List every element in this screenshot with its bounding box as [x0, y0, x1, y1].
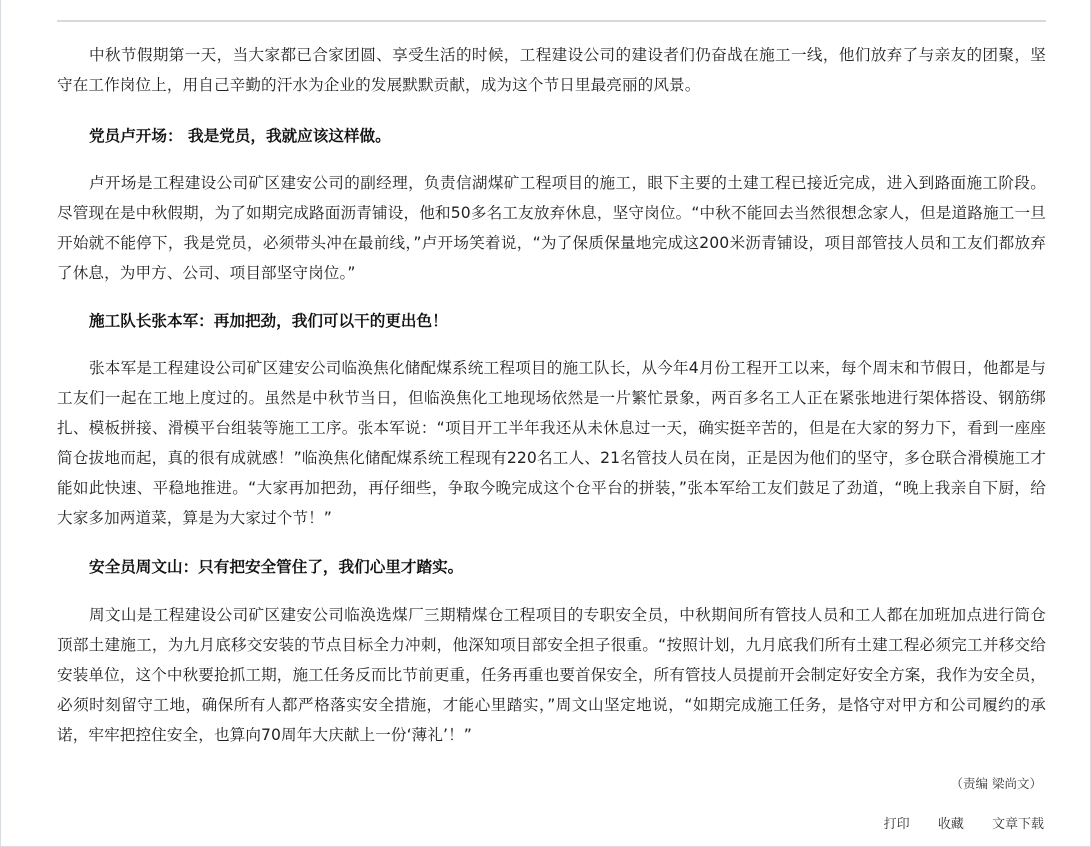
editor-credit: （责编 梁尚文）	[950, 776, 1042, 791]
top-divider	[57, 20, 1046, 22]
subheading-lu-kaichang: 党员卢开场： 我是党员，我就应该这样做。	[89, 127, 391, 145]
paragraph-lu-kaichang: 卢开场是工程建设公司矿区建安公司的副经理，负责信湖煤矿工程项目的施工，眼下主要的土建工程已接近完成，进入到路面施工阶段。尽管现在是中秋假期，为了如期完成路面沥青铺设，他和50多名工友放弃休息，坚守岗位。“中秋不能回去当然很想念家人，但是道路施工一旦开始就不能停下，我是党员，必须带头冲在最前线，”卢开场笑着说，“为了保质保量地完成这200米沥青铺设，项目部管技人员和工友们都放弃了休息，为甲方、公司、项目部坚守岗位。”	[57, 174, 1046, 282]
paragraph-zhou-wenshan: 周文山是工程建设公司矿区建安公司临涣选煤厂三期精煤仓工程项目的专职安全员，中秋期间所有管技人员和工人都在加班加点进行筒仓顶部土建施工，为九月底移交安装的节点目标全力冲刺，他深知项目部安全担子很重。“按照计划，九月底我们所有土建工程必须完工并移交给安装单位，这个中秋要抢抓工期，施工任务反而比节前更重，任务再重也要首保安全，所有管技人员提前开会制定好安全方案，我作为安全员，必须时刻留守工地，确保所有人都严格落实安全措施，才能心里踏实，”周文山坚定地说，“如期完成施工任务，是恪守对甲方和公司履约的承诺，牢牢把控住安全，也算向70周年大庆献上一份‘薄礼’！”	[57, 606, 1046, 744]
download-link[interactable]: 文章下载	[991, 817, 1044, 832]
paragraph-zhang-benjun: 张本军是工程建设公司矿区建安公司临涣焦化储配煤系统工程项目的施工队长，从今年4月份工程开工以来，每个周末和节假日，他都是与工友们一起在工地上度过的。虽然是中秋节当日，但临涣焦化工地现场依然是一片繁忙景象，两百多名工人正在紧张地进行架体搭设、钢筋绑扎、模板拼接、滑模平台组装等施工工序。张本军说：“项目开工半年我还从未休息过一天，确实挺辛苦的，但是在大家的努力下，看到一座座简仓拔地而起，真的很有成就感！”临涣焦化储配煤系统工程现有220名工人、21名管技人员在岗，正是因为他们的坚守，多仓联合滑模施工才能如此快速、平稳地推进。“大家再加把劲，再仔细些，争取今晚完成这个仓平台的拼装，”张本军给工友们鼓足了劲道，“晚上我亲自下厨，给大家多加两道菜，算是为大家过个节！”	[57, 359, 1046, 527]
paragraph-intro: 中秋节假期第一天，当大家都已合家团圆、享受生活的时候，工程建设公司的建设者们仍奋战在施工一线，他们放弃了与亲友的团聚，坚守在工作岗位上，用自己辛勤的汗水为企业的发展默默贡献，成为这个节日里最亮丽的风景。	[57, 46, 1046, 94]
subheading-zhou-wenshan: 安全员周文山：只有把安全管住了，我们心里才踏实。	[89, 558, 464, 576]
subheading-zhang-benjun: 施工队长张本军：再加把劲，我们可以干的更出色！	[89, 312, 448, 330]
print-link[interactable]: 打印	[883, 817, 910, 832]
article-actions	[860, 813, 1044, 832]
favorite-link[interactable]: 收藏	[937, 817, 964, 832]
